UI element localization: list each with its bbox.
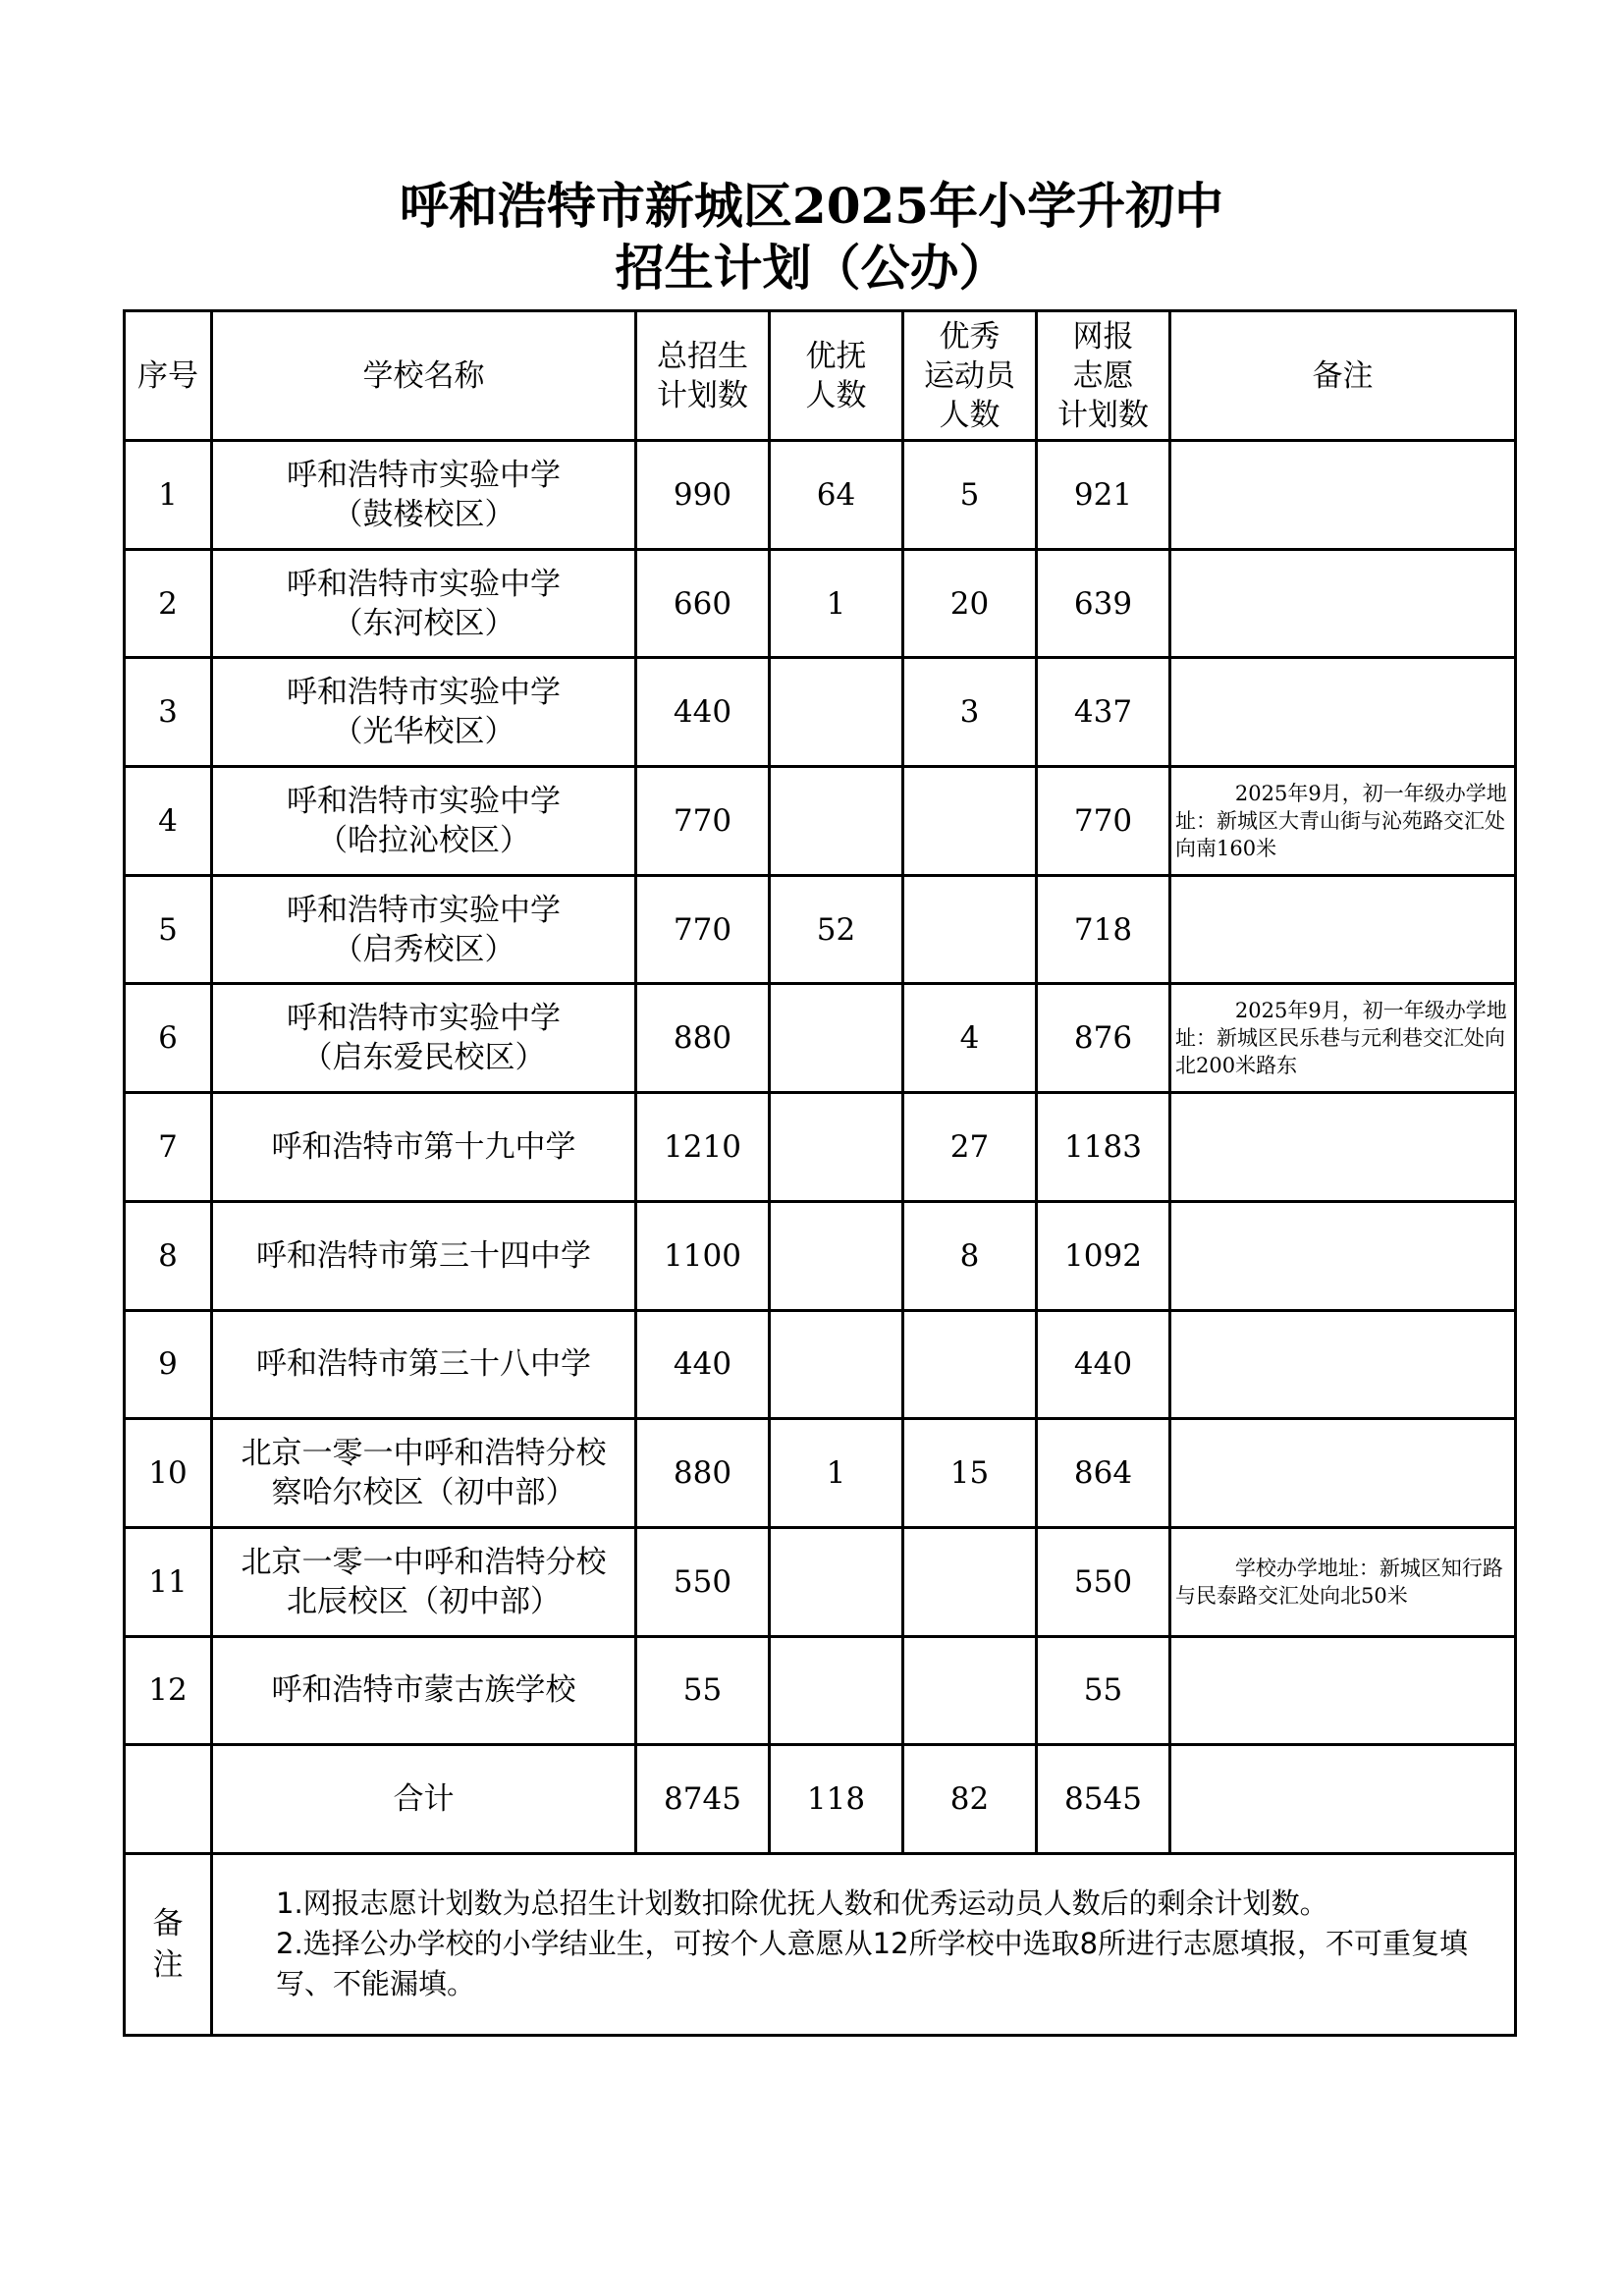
table-header-row [125,311,1516,441]
seq-cell: 12 [125,1636,212,1745]
table-row [125,1419,1516,1528]
remarks-line-1: 1.网报志愿计划数为总招生计划数扣除优抚人数和优秀运动员人数后的剩余计划数。 [276,1886,1328,1921]
online-plan-cell: 437 [1037,658,1170,767]
school-name-cell [212,1636,636,1745]
seq-cell: 8 [125,1201,212,1310]
table-row [125,549,1516,658]
header-online-plan-line-1: 网报 [1072,318,1134,355]
seq-cell: 2 [125,549,212,658]
school-name-cell [212,1527,636,1636]
school-name-cell [212,767,636,876]
school-name-cell [212,1093,636,1202]
seq-cell: 1 [125,441,212,550]
athletes-cell: 5 [903,441,1037,550]
preferential-cell: 1 [770,549,903,658]
remarks-label-char-2: 注 [152,1946,184,1983]
online-plan-cell: 921 [1037,441,1170,550]
table-row [125,1636,1516,1745]
total-plan-cell: 770 [636,767,770,876]
document-title-line-1: 呼和浩特市新城区2025年小学升初中 [399,177,1224,235]
remark-cell [1170,767,1516,876]
table-row [125,1201,1516,1310]
school-name-line-2: （东河校区） [332,605,515,641]
header-preferential-line-2: 人数 [805,377,867,413]
seq-cell: 9 [125,1310,212,1419]
remark-cell [1170,1201,1516,1310]
header-total-plan [636,311,770,441]
athletes-cell [903,767,1037,876]
table-row [125,441,1516,550]
table-row [125,658,1516,767]
school-name-cell [212,1419,636,1528]
preferential-cell [770,984,903,1093]
seq-cell: 6 [125,984,212,1093]
school-name-line-1: 呼和浩特市第三十四中学 [256,1237,591,1274]
document-title-line-2: 招生计划（公办） [615,239,1008,297]
school-name-line-1: 呼和浩特市实验中学 [287,892,561,928]
school-name-line-1: 北京一零一中呼和浩特分校 [241,1436,607,1472]
header-total-plan-line-2: 计划数 [657,377,748,413]
table-row [125,875,1516,984]
header-remark: 备注 [1170,311,1516,441]
online-plan-cell: 770 [1037,767,1170,876]
school-name-cell [212,441,636,550]
remark-cell [1170,984,1516,1093]
preferential-cell [770,1310,903,1419]
table-row [125,767,1516,876]
total-plan-cell: 990 [636,441,770,550]
school-name-line-1: 呼和浩特市实验中学 [287,783,561,819]
header-online-plan-line-2: 志愿 [1072,357,1134,394]
header-seq: 序号 [125,311,212,441]
total-plan-cell: 880 [636,1419,770,1528]
total-plan-cell: 770 [636,875,770,984]
school-name-line-2: （鼓楼校区） [332,496,515,532]
remark-cell [1170,875,1516,984]
total-plan-cell: 1100 [636,1201,770,1310]
preferential-cell [770,658,903,767]
online-plan-cell: 1092 [1037,1201,1170,1310]
athletes-cell [903,1527,1037,1636]
school-name-cell [212,1201,636,1310]
school-name-line-1: 呼和浩特市第三十八中学 [256,1346,591,1383]
remarks-line-2: 2.选择公办学校的小学结业生，可按个人意愿从12所学校中选取8所进行志愿填报，不可重复填写、不能漏填。 [276,1927,1469,2001]
school-name-line-2: （启秀校区） [332,931,515,967]
remarks-body-cell [212,1853,1516,2035]
remark-cell [1170,1636,1516,1745]
header-total-plan-line-1: 总招生 [657,338,748,374]
preferential-cell [770,1093,903,1202]
school-name-line-1: 呼和浩特市第十九中学 [271,1128,576,1165]
school-name-line-2: 察哈尔校区（初中部） [271,1475,576,1511]
online-plan-cell: 550 [1037,1527,1170,1636]
seq-cell: 7 [125,1093,212,1202]
preferential-sum-cell: 118 [770,1745,903,1854]
total-row [125,1745,1516,1854]
online-plan-cell: 440 [1037,1310,1170,1419]
remark-cell [1170,1419,1516,1528]
header-athletes-line-3: 人数 [939,397,1001,433]
header-athletes-line-1: 优秀 [939,318,1001,355]
total-plan-cell: 1210 [636,1093,770,1202]
total-plan-cell: 660 [636,549,770,658]
school-name-line-1: 呼和浩特市蒙古族学校 [271,1672,576,1709]
online-plan-cell: 864 [1037,1419,1170,1528]
preferential-cell [770,1527,903,1636]
remark-text: 2025年9月，初一年级办学地址：新城区大青山街与沁苑路交汇处向南160米 [1175,781,1507,860]
remark-cell [1170,1527,1516,1636]
remark-cell [1170,1310,1516,1419]
school-name-line-1: 呼和浩特市实验中学 [287,457,561,493]
seq-cell: 11 [125,1527,212,1636]
total-label-cell: 合计 [212,1745,636,1854]
remarks-row [125,1853,1516,2035]
online-plan-sum-cell: 8545 [1037,1745,1170,1854]
total-plan-cell: 550 [636,1527,770,1636]
remarks-label-char-1: 备 [152,1905,184,1941]
school-name-cell [212,984,636,1093]
preferential-cell: 64 [770,441,903,550]
header-athletes [903,311,1037,441]
seq-cell: 10 [125,1419,212,1528]
preferential-cell [770,1201,903,1310]
preferential-cell: 52 [770,875,903,984]
table-row [125,1093,1516,1202]
athletes-cell [903,875,1037,984]
athletes-cell: 8 [903,1201,1037,1310]
school-name-line-2: 北辰校区（初中部） [287,1583,561,1619]
seq-cell: 5 [125,875,212,984]
athletes-sum-cell: 82 [903,1745,1037,1854]
preferential-cell [770,767,903,876]
header-online-plan [1037,311,1170,441]
athletes-cell [903,1636,1037,1745]
school-name-cell [212,875,636,984]
remark-cell [1170,658,1516,767]
school-name-line-2: （启东爱民校区） [301,1040,546,1076]
header-online-plan-line-3: 计划数 [1057,397,1149,433]
athletes-cell: 4 [903,984,1037,1093]
remarks-label-cell [125,1853,212,2035]
remark-cell [1170,441,1516,550]
preferential-cell [770,1636,903,1745]
total-seq-cell [125,1745,212,1854]
athletes-cell: 15 [903,1419,1037,1528]
online-plan-cell: 639 [1037,549,1170,658]
athletes-cell: 3 [903,658,1037,767]
total-remark-cell [1170,1745,1516,1854]
header-preferential [770,311,903,441]
total-plan-cell: 440 [636,658,770,767]
school-name-line-1: 呼和浩特市实验中学 [287,675,561,711]
school-name-line-1: 呼和浩特市实验中学 [287,1001,561,1037]
school-name-cell [212,549,636,658]
total-plan-sum-cell: 8745 [636,1745,770,1854]
school-name-line-1: 北京一零一中呼和浩特分校 [241,1544,607,1580]
header-school-name: 学校名称 [212,311,636,441]
school-name-line-1: 呼和浩特市实验中学 [287,566,561,602]
athletes-cell: 20 [903,549,1037,658]
online-plan-cell: 718 [1037,875,1170,984]
online-plan-cell: 876 [1037,984,1170,1093]
school-name-line-2: （光华校区） [332,714,515,750]
school-name-cell [212,658,636,767]
header-athletes-line-2: 运动员 [924,357,1015,394]
remark-text: 学校办学地址：新城区知行路与民泰路交汇处向北50米 [1175,1556,1503,1608]
school-name-cell [212,1310,636,1419]
total-plan-cell: 440 [636,1310,770,1419]
total-plan-cell: 880 [636,984,770,1093]
athletes-cell: 27 [903,1093,1037,1202]
table-row [125,1527,1516,1636]
enrollment-plan-table [123,309,1517,2037]
seq-cell: 4 [125,767,212,876]
preferential-cell: 1 [770,1419,903,1528]
online-plan-cell: 55 [1037,1636,1170,1745]
remark-cell [1170,549,1516,658]
online-plan-cell: 1183 [1037,1093,1170,1202]
athletes-cell [903,1310,1037,1419]
total-plan-cell: 55 [636,1636,770,1745]
seq-cell: 3 [125,658,212,767]
remark-cell [1170,1093,1516,1202]
table-row [125,1310,1516,1419]
header-preferential-line-1: 优抚 [805,338,867,374]
remark-text: 2025年9月，初一年级办学地址：新城区民乐巷与元利巷交汇处向北200米路东 [1175,999,1507,1078]
table-row [125,984,1516,1093]
school-name-line-2: （哈拉沁校区） [317,822,530,858]
